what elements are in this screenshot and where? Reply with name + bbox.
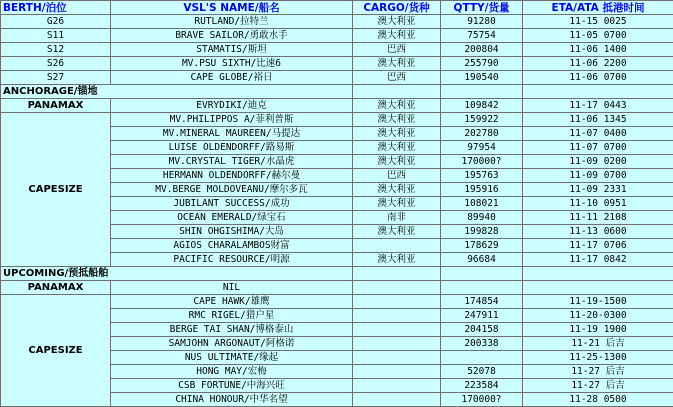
table-row	[1, 295, 673, 309]
group-label-capesize: CAPESIZE	[1, 295, 111, 407]
cargo-cell	[353, 337, 441, 351]
header-berth: BERTH/泊位	[1, 1, 111, 15]
eta-cell: 11-28 0500	[523, 393, 673, 407]
section-title-upcoming: UPCOMING/预抵船舶	[1, 267, 353, 281]
qtty-cell: 223584	[441, 379, 523, 393]
qtty-cell: 174854	[441, 295, 523, 309]
vessel-cell: AGIOS CHARALAMBOS财富	[111, 239, 353, 253]
qtty-cell: 190540	[441, 71, 523, 85]
vessel-cell: MV.CRYSTAL TIGER/水晶虎	[111, 155, 353, 169]
eta-cell: 11-21 后吉	[523, 337, 673, 351]
cargo-cell	[353, 365, 441, 379]
cargo-cell: 澳大利亚	[353, 183, 441, 197]
qtty-cell: 255790	[441, 57, 523, 71]
eta-cell: 11-07 0400	[523, 127, 673, 141]
eta-cell: 11-20-0300	[523, 309, 673, 323]
eta-cell: 11-09 2331	[523, 183, 673, 197]
eta-cell	[523, 281, 673, 295]
cargo-cell: 巴西	[353, 43, 441, 57]
eta-cell: 11-06 1345	[523, 113, 673, 127]
qtty-cell	[441, 281, 523, 295]
eta-cell: 11-06 2200	[523, 57, 673, 71]
vessel-cell: JUBILANT SUCCESS/成功	[111, 197, 353, 211]
cargo-cell	[353, 295, 441, 309]
vessel-cell: BRAVE SAILOR/勇敢水手	[111, 29, 353, 43]
qtty-cell: 195916	[441, 183, 523, 197]
group-label-panamax: PANAMAX	[1, 99, 111, 113]
qtty-cell: 202780	[441, 127, 523, 141]
group-label-panamax: PANAMAX	[1, 281, 111, 295]
cargo-cell: 澳大利亚	[353, 197, 441, 211]
qtty-cell: 170000?	[441, 393, 523, 407]
eta-cell: 11-17 0842	[523, 253, 673, 267]
qtty-cell: 204158	[441, 323, 523, 337]
vessel-cell: OCEAN EMERALD/绿宝石	[111, 211, 353, 225]
berth-cell: G26	[1, 15, 111, 29]
table-row	[1, 15, 673, 29]
vessel-cell: PACIFIC RESOURCE/明源	[111, 253, 353, 267]
qtty-cell	[441, 351, 523, 365]
vessel-cell: HERMANN OLDENDORFF/赫尔曼	[111, 169, 353, 183]
section-row-anchorage	[1, 85, 673, 99]
eta-cell: 11-17 0706	[523, 239, 673, 253]
eta-cell: 11-13 0600	[523, 225, 673, 239]
eta-cell: 11-06 1400	[523, 43, 673, 57]
vessel-cell: SHIN OHGISHIMA/大岛	[111, 225, 353, 239]
berth-cell: S27	[1, 71, 111, 85]
cargo-cell: 澳大利亚	[353, 15, 441, 29]
berth-cell: S11	[1, 29, 111, 43]
cargo-cell: 澳大利亚	[353, 57, 441, 71]
vessel-cell: EVRYDIKI/迪克	[111, 99, 353, 113]
qtty-cell: 247911	[441, 309, 523, 323]
section-title-anchorage: ANCHORAGE/锚地	[1, 85, 353, 99]
vessel-cell: LUISE OLDENDORFF/路易斯	[111, 141, 353, 155]
eta-cell: 11-27 后吉	[523, 379, 673, 393]
eta-cell: 11-05 0700	[523, 29, 673, 43]
qtty-cell: 178629	[441, 239, 523, 253]
vessel-cell: SAMJOHN ARGONAUT/阿格诺	[111, 337, 353, 351]
table-row	[1, 99, 673, 113]
berth-cell: S26	[1, 57, 111, 71]
qtty-cell: 91280	[441, 15, 523, 29]
eta-cell: 11-27 后吉	[523, 365, 673, 379]
header-qtty: QTTY/货量	[441, 1, 523, 15]
section-row-upcoming	[1, 267, 673, 281]
vessel-cell: MV.PSU SIXTH/比速6	[111, 57, 353, 71]
qtty-cell: 52078	[441, 365, 523, 379]
vessel-cell: HONG MAY/宏梅	[111, 365, 353, 379]
eta-cell: 11-09 0200	[523, 155, 673, 169]
qtty-cell: 97954	[441, 141, 523, 155]
vessel-cell: CHINA HONOUR/中华名望	[111, 393, 353, 407]
table-row	[1, 57, 673, 71]
vessel-cell: RUTLAND/拉特兰	[111, 15, 353, 29]
header-row	[1, 1, 673, 15]
qtty-cell: 96684	[441, 253, 523, 267]
eta-cell: 11-09 0700	[523, 169, 673, 183]
vessel-cell: NIL	[111, 281, 353, 295]
vessel-cell: CAPE HAWK/雄鹰	[111, 295, 353, 309]
cargo-cell	[353, 281, 441, 295]
eta-cell: 11-25-1300	[523, 351, 673, 365]
cargo-cell: 巴西	[353, 169, 441, 183]
qtty-cell: 75754	[441, 29, 523, 43]
vessel-cell: MV.PHILIPPOS A/菲利普斯	[111, 113, 353, 127]
qtty-cell: 159922	[441, 113, 523, 127]
qtty-cell: 108021	[441, 197, 523, 211]
vessel-cell: MV.BERGE MOLDOVEANU/摩尔多瓦	[111, 183, 353, 197]
cargo-cell: 巴西	[353, 71, 441, 85]
cargo-cell: 澳大利亚	[353, 29, 441, 43]
qtty-cell: 170000?	[441, 155, 523, 169]
cargo-cell: 澳大利亚	[353, 141, 441, 155]
cargo-cell: 澳大利亚	[353, 253, 441, 267]
vessel-cell: RMC RIGEL/猎户星	[111, 309, 353, 323]
qtty-cell: 89940	[441, 211, 523, 225]
cargo-cell	[353, 393, 441, 407]
cargo-cell	[353, 309, 441, 323]
vessel-cell: STAMATIS/斯坦	[111, 43, 353, 57]
group-label-capesize: CAPESIZE	[1, 113, 111, 267]
table-row	[1, 113, 673, 127]
qtty-cell: 200338	[441, 337, 523, 351]
table-row	[1, 29, 673, 43]
eta-cell: 11-15 0025	[523, 15, 673, 29]
table-row	[1, 43, 673, 57]
table-body	[1, 1, 673, 407]
table-row	[1, 281, 673, 295]
vessel-cell: CSB FORTUNE/中海兴旺	[111, 379, 353, 393]
header-cargo: CARGO/货种	[353, 1, 441, 15]
cargo-cell	[353, 323, 441, 337]
vessel-cell: NUS ULTIMATE/缘起	[111, 351, 353, 365]
cargo-cell	[353, 351, 441, 365]
eta-cell: 11-11 2108	[523, 211, 673, 225]
qtty-cell: 109842	[441, 99, 523, 113]
eta-cell: 11-19-1500	[523, 295, 673, 309]
cargo-cell: 澳大利亚	[353, 225, 441, 239]
cargo-cell	[353, 239, 441, 253]
qtty-cell: 200804	[441, 43, 523, 57]
vessel-cell: CAPE GLOBE/裕日	[111, 71, 353, 85]
qtty-cell: 199828	[441, 225, 523, 239]
berth-cell: S12	[1, 43, 111, 57]
eta-cell: 11-19 1900	[523, 323, 673, 337]
qtty-cell: 195763	[441, 169, 523, 183]
vessel-cell: MV.MINERAL MAUREEN/马提达	[111, 127, 353, 141]
cargo-cell: 南非	[353, 211, 441, 225]
header-vessel: VSL'S NAME/船名	[111, 1, 353, 15]
cargo-cell: 澳大利亚	[353, 113, 441, 127]
cargo-cell: 澳大利亚	[353, 127, 441, 141]
eta-cell: 11-17 0443	[523, 99, 673, 113]
cargo-cell	[353, 379, 441, 393]
cargo-cell: 澳大利亚	[353, 155, 441, 169]
eta-cell: 11-07 0700	[523, 141, 673, 155]
eta-cell: 11-10 0951	[523, 197, 673, 211]
table-row	[1, 71, 673, 85]
vessel-cell: BERGE TAI SHAN/博格泰山	[111, 323, 353, 337]
eta-cell: 11-06 0700	[523, 71, 673, 85]
header-eta: ETA/ATA 抵港时间	[523, 1, 673, 15]
cargo-cell: 澳大利亚	[353, 99, 441, 113]
